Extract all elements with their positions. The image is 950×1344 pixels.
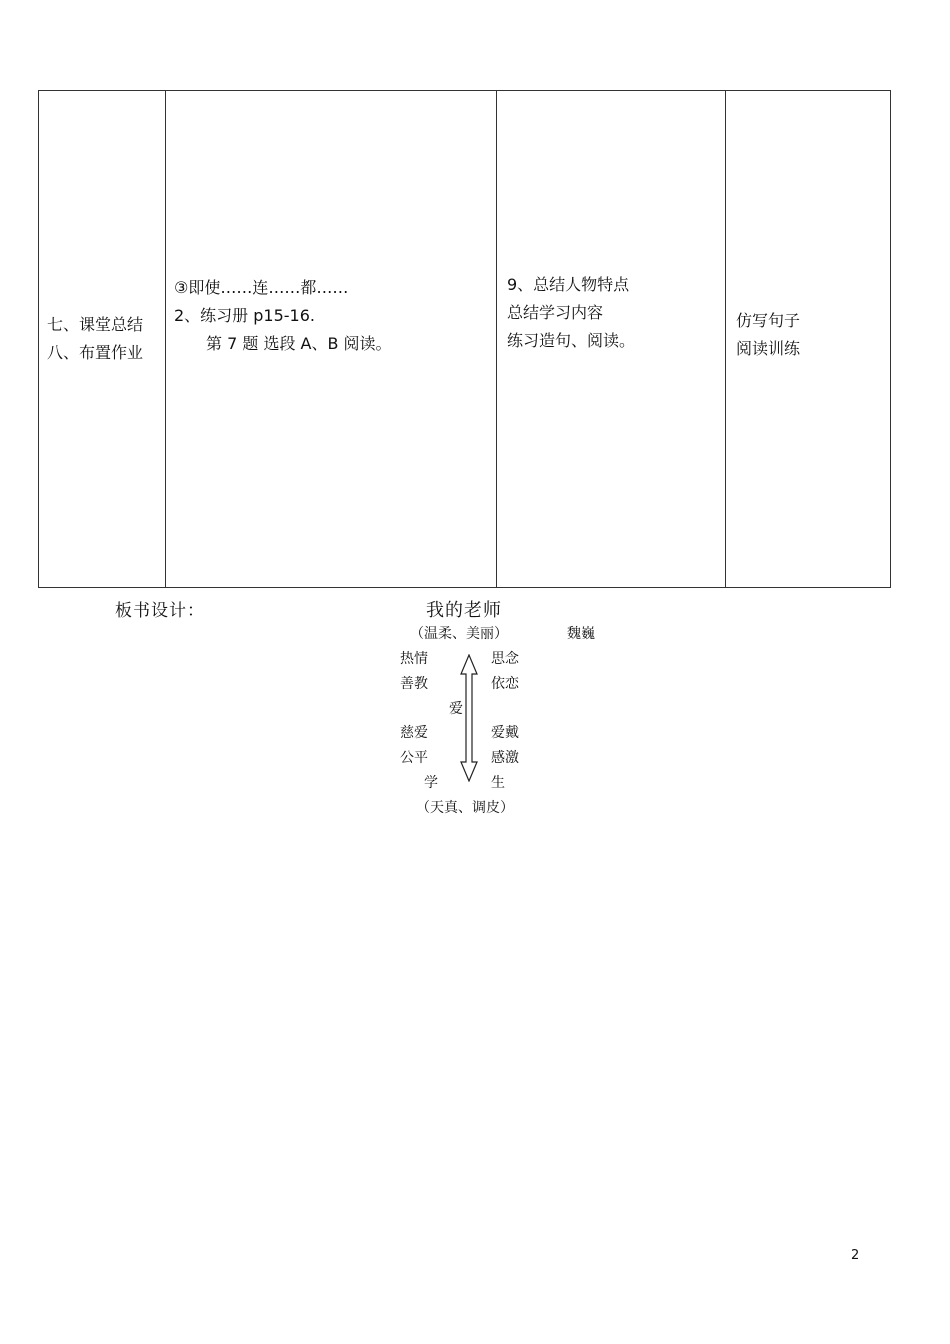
author-name: 魏巍	[567, 626, 595, 642]
left-word: 善教	[400, 676, 428, 692]
step-cell	[39, 91, 166, 588]
activity-line: 练习造句、阅读。	[507, 331, 636, 350]
bottom-left-word: 学	[424, 775, 438, 791]
page-number: 2	[851, 1248, 860, 1263]
table-row	[39, 91, 891, 588]
left-word: 热情	[400, 651, 428, 667]
right-word: 感激	[491, 750, 519, 766]
board-title: 我的老师	[426, 600, 502, 621]
content-line: ③即使……连……都……	[174, 278, 349, 297]
bottom-right-word: 生	[491, 775, 505, 791]
lesson-plan-table	[38, 90, 891, 588]
activity-cell	[497, 91, 726, 588]
center-word: 爱	[449, 701, 463, 717]
step-line: 八、布置作业	[47, 343, 144, 362]
right-word: 思念	[491, 651, 519, 667]
content-line: 第 7 题 选段 A、B 阅读。	[206, 334, 392, 353]
right-word: 依恋	[491, 676, 519, 692]
left-word: 公平	[400, 750, 428, 766]
double-arrow-icon	[459, 654, 479, 782]
left-word: 慈爱	[400, 725, 428, 741]
student-traits: （天真、调皮）	[416, 800, 514, 816]
right-word: 爱戴	[491, 725, 519, 741]
step-line: 七、课堂总结	[47, 315, 144, 334]
intent-cell	[726, 91, 891, 588]
content-line: 2、练习册 p15-16.	[174, 306, 316, 325]
intent-line: 仿写句子	[736, 311, 801, 330]
intent-line: 阅读训练	[736, 339, 801, 358]
activity-line: 总结学习内容	[507, 303, 604, 322]
teacher-traits: （温柔、美丽）	[410, 626, 508, 642]
activity-line: 9、总结人物特点	[507, 275, 630, 294]
board-design-label: 板书设计：	[115, 601, 205, 621]
content-cell	[166, 91, 497, 588]
